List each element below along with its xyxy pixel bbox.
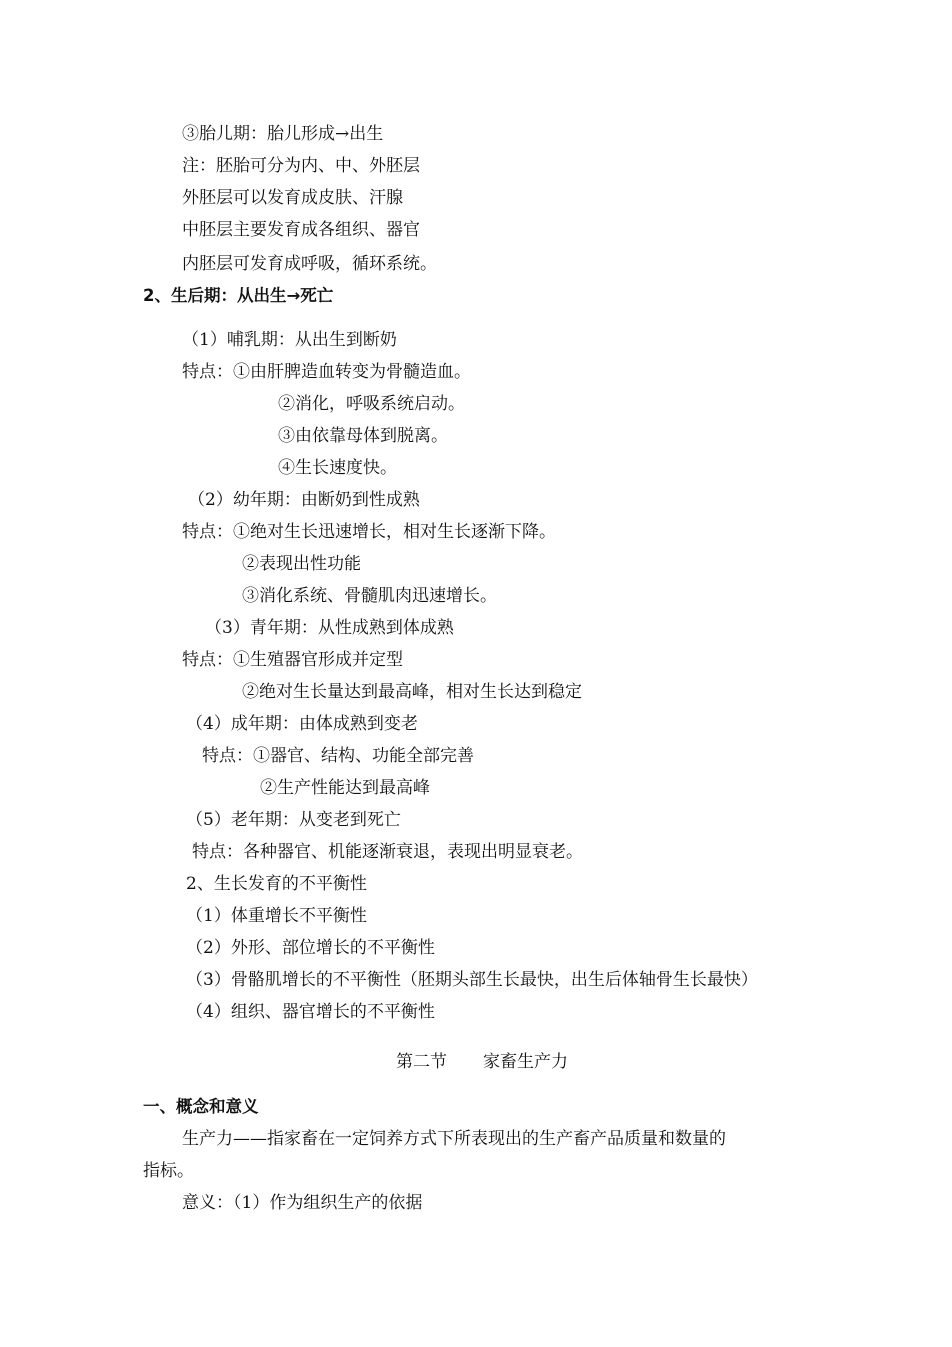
suckling-feature-3: ③由依靠母体到脱离。	[278, 426, 448, 446]
youth-feature-1: 特点：①生殖器官形成并定型	[182, 650, 403, 670]
suckling-period-line: （1）哺乳期：从出生到断奶	[182, 330, 397, 350]
juvenile-feature-2: ②表现出性功能	[242, 554, 361, 574]
section-title	[396, 1052, 568, 1072]
section-number: 第二节	[396, 1052, 447, 1072]
productivity-definition-line1: 生产力——指家畜在一定饲养方式下所表现出的生产畜产品质量和数量的	[182, 1129, 726, 1149]
meaning-line: 意义：（1）作为组织生产的依据	[182, 1193, 423, 1213]
imbalance-heading: 2、生长发育的不平衡性	[186, 874, 367, 894]
ectoderm-line: 外胚层可以发育成皮肤、汗腺	[182, 188, 403, 208]
old-age-period-line: （5）老年期：从变老到死亡	[186, 810, 401, 830]
postnatal-period-heading: 2、生后期：从出生→死亡	[143, 286, 334, 305]
juvenile-feature-1: 特点：①绝对生长迅速增长，相对生长逐渐下降。	[182, 522, 556, 542]
embryo-note-line: 注：胚胎可分为内、中、外胚层	[182, 156, 420, 176]
adult-feature-1: 特点：①器官、结构、功能全部完善	[202, 746, 474, 766]
imbalance-item-3: （3）骨骼肌增长的不平衡性（胚期头部生长最快，出生后体轴骨生长最快）	[186, 970, 758, 990]
adult-period-line: （4）成年期：由体成熟到变老	[186, 714, 418, 734]
suckling-feature-1: 特点：①由肝脾造血转变为骨髓造血。	[182, 362, 471, 382]
section-name: 家畜生产力	[483, 1052, 568, 1072]
fetal-period-line: ③胎儿期：胎儿形成→出生	[182, 124, 384, 144]
youth-period-line: （3）青年期：从性成熟到体成熟	[205, 618, 454, 638]
concept-heading: 一、概念和意义	[143, 1097, 259, 1116]
mesoderm-line: 中胚层主要发育成各组织、器官	[182, 220, 420, 240]
suckling-feature-4: ④生长速度快。	[278, 458, 397, 478]
imbalance-item-4: （4）组织、器官增长的不平衡性	[186, 1002, 435, 1022]
suckling-feature-2: ②消化，呼吸系统启动。	[278, 394, 465, 414]
endoderm-line: 内胚层可发育成呼吸，循环系统。	[182, 254, 437, 274]
adult-feature-2: ②生产性能达到最高峰	[260, 778, 430, 798]
productivity-definition-line2: 指标。	[143, 1161, 194, 1181]
youth-feature-2: ②绝对生长量达到最高峰，相对生长达到稳定	[242, 682, 582, 702]
imbalance-item-1: （1）体重增长不平衡性	[186, 906, 367, 926]
imbalance-item-2: （2）外形、部位增长的不平衡性	[186, 938, 435, 958]
juvenile-period-line: （2）幼年期：由断奶到性成熟	[188, 490, 420, 510]
old-age-feature: 特点：各种器官、机能逐渐衰退，表现出明显衰老。	[192, 842, 583, 862]
juvenile-feature-3: ③消化系统、骨髓肌肉迅速增长。	[242, 586, 497, 606]
